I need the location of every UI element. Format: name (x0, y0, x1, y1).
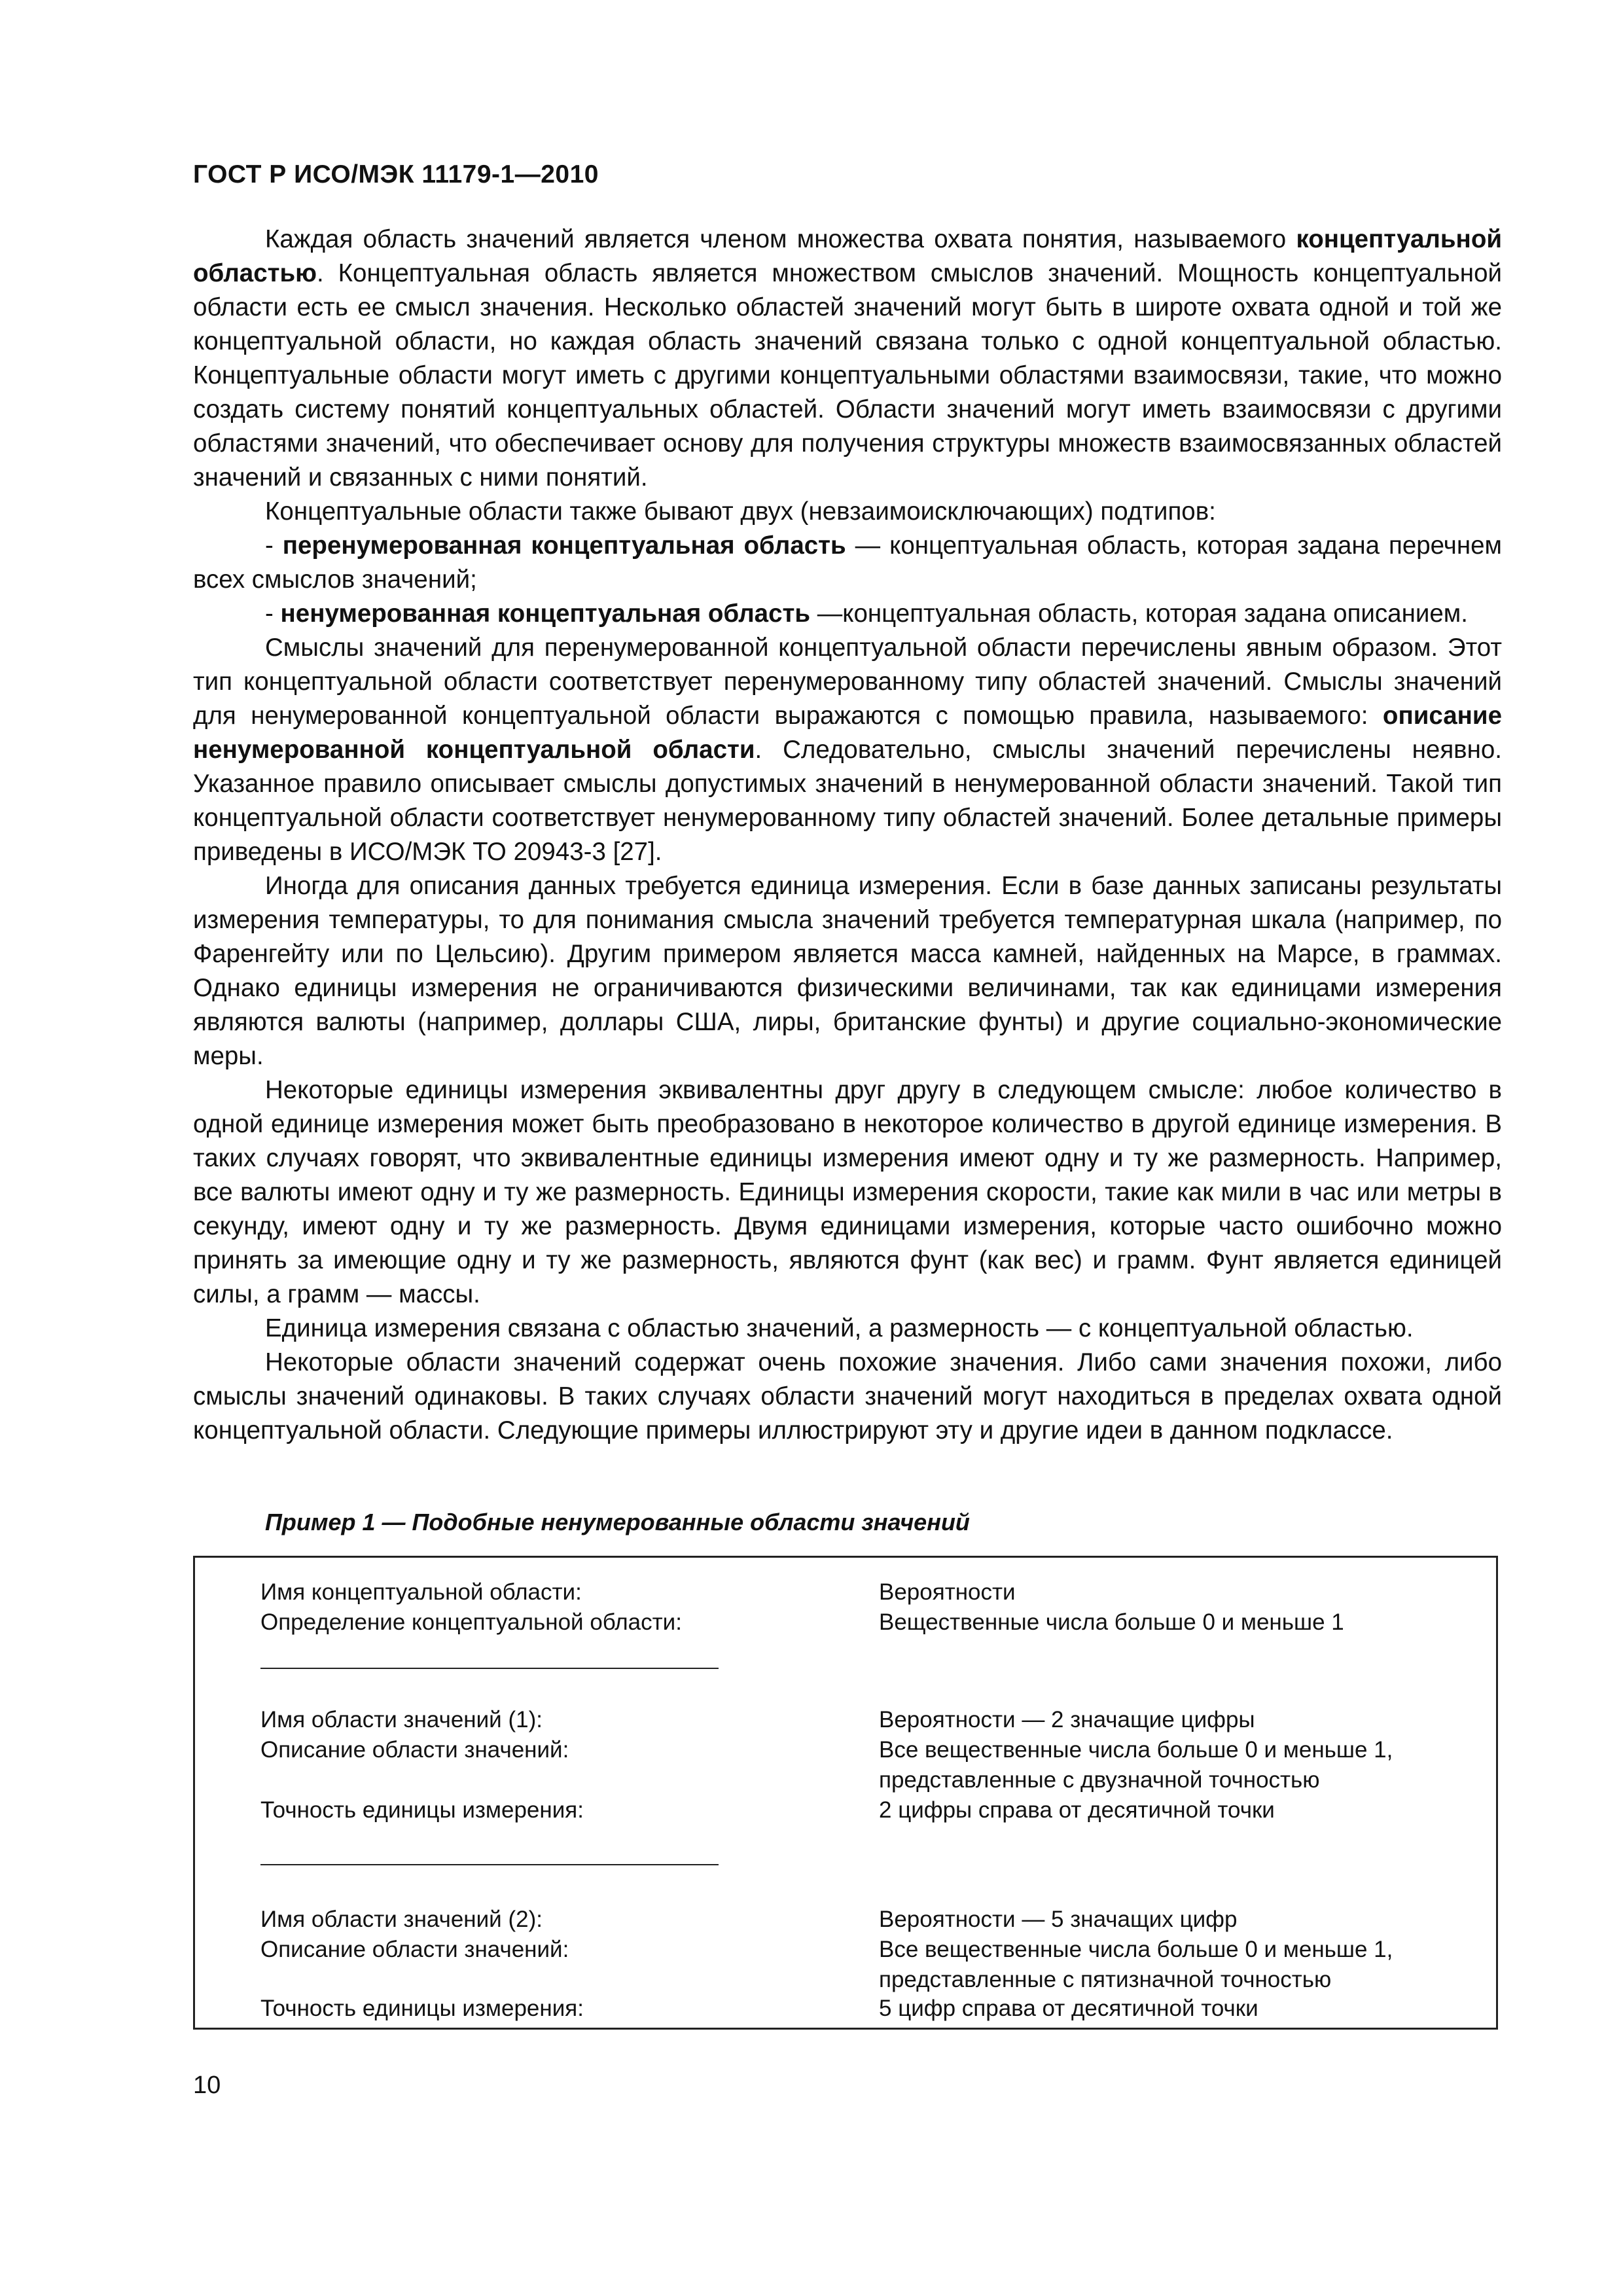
row-value: Вещественные числа больше 0 и меньше 1 (879, 1609, 1344, 1635)
row-value: 2 цифры справа от десятичной точки (879, 1797, 1275, 1823)
row-value: Вероятности — 5 значащих цифр (879, 1907, 1238, 1932)
document-page (193, 0, 1502, 2296)
page-number: 10 (193, 2072, 221, 2099)
body-text (193, 223, 1502, 1448)
list-dash: - (265, 531, 283, 560)
row-label: Имя области значений (1): (260, 1707, 543, 1732)
text-run: . Следовательно, смыслы значений перечислены неявно. Указанное правило описывает смыслы допустимых значений в ненумерованной области значений. Такой тип концептуальной области соответствует ненумерованному типу областей значений. Более детальные примеры приведены в ИСО/МЭК ТО 20943-3 [27]. (193, 736, 1502, 866)
row-label: Описание области значений: (260, 1737, 569, 1763)
paragraph-3 (193, 631, 1502, 869)
list-item-2 (193, 597, 1502, 631)
row-label: Имя концептуальной области: (260, 1579, 582, 1605)
list-item-1 (193, 529, 1502, 597)
text-run: . Концептуальная область является множеством смыслов значений. Мощность концептуальной области есть ее смысл значения. Несколько областей значений могут быть в широте охвата одной и той же концептуальной области, но каждая область значений связана только с одной концептуальной областью. Концептуальные области могут иметь с другими концептуальными областями взаимосвязи, такие, что можно создать систему понятий концептуальных областей. Области значений могут иметь взаимосвязи с другими областями значений, что обеспечивает основу для получения структуры множеств взаимосвязанных областей значений и связанных с ними понятий. (193, 259, 1502, 492)
paragraph-2: Концептуальные области также бывают двух (невзаимоисключающих) подтипов: (265, 497, 1216, 526)
separator-line (260, 1668, 719, 1669)
separator-line (260, 1864, 719, 1865)
document-header: ГОСТ Р ИСО/МЭК 11179-1—2010 (193, 160, 599, 188)
paragraph-4: Иногда для описания данных требуется единица измерения. Если в базе данных записаны результаты измерения температуры, то для понимания смысла значений требуется температурная шкала (например, по Фаренгейту или по Цельсию). Другим примером является масса камней, найденных на Марсе, в граммах. Однако единицы измерения не ограничиваются физическими величинами, так как единицами измерения являются валюты (например, доллары США, лиры, британские фунты) и другие социально-экономические меры. (193, 872, 1502, 1070)
row-value: 5 цифр справа от десятичной точки (879, 1996, 1258, 2021)
bold-term: ненумерованная концептуальная область (280, 600, 811, 628)
bold-term: описание ненумерованной концептуальной области (193, 702, 1502, 764)
example-title: Пример 1 — Подобные ненумерованные области значений (265, 1509, 970, 1535)
example-box (193, 1556, 1498, 2030)
paragraph-7: Некоторые области значений содержат очень похожие значения. Либо сами значения похожи, либо смыслы значений одинаковы. В таких случаях области значений могут находиться в пределах охвата одной концептуальной области. Следующие примеры иллюстрируют эту и другие идеи в данном подклассе. (193, 1348, 1502, 1444)
row-value: Все вещественные числа больше 0 и меньше 1, (879, 1737, 1393, 1763)
text-run: — концептуальная область, которая задана перечнем всех смыслов значений; (193, 531, 1502, 594)
row-value: представленные с двузначной точностью (879, 1767, 1320, 1793)
paragraph-6: Единица измерения связана с областью значений, а размерность — с концептуальной областью. (265, 1314, 1414, 1342)
text-run: Каждая область значений является членом множества охвата понятия, называемого (265, 225, 1296, 253)
row-label: Точность единицы измерения: (260, 1797, 584, 1823)
text-run: Смыслы значений для перенумерованной концептуальной области перечислены явным образом. Этот тип концептуальной области соответствует перенумерованному типу областей значений. Смыслы значений для ненумерованной концептуальной области выражаются с помощью правила, называемого: (193, 634, 1502, 730)
row-label: Имя области значений (2): (260, 1907, 543, 1932)
row-value: Вероятности — 2 значащие цифры (879, 1707, 1255, 1732)
row-value: Вероятности (879, 1579, 1016, 1605)
bold-term: концептуальной областью (193, 225, 1502, 287)
row-label: Описание области значений: (260, 1937, 569, 1962)
row-value: представленные с пятизначной точностью (879, 1967, 1332, 1992)
text-run: —концептуальная область, которая задана описанием. (810, 600, 1468, 628)
bold-term: перенумерованная концептуальная область (282, 531, 846, 560)
paragraph-5: Некоторые единицы измерения эквивалентны друг другу в следующем смысле: любое количество в одной единице измерения может быть преобразовано в некоторое количество в другой единице измерения. В таких случаях говорят, что эквивалентные единицы измерения имеют одну и ту же размерность. Например, все валюты имеют одну и ту же размерность. Единицы измерения скорости, такие как мили в час или метры в секунду, имеют одну и ту же размерность. Двумя единицами измерения, которые часто ошибочно можно принять за имеющие одну и ту же размерность, являются фунт (как вес) и грамм. Фунт является единицей силы, а грамм — массы. (193, 1076, 1502, 1308)
row-label: Определение концептуальной области: (260, 1609, 682, 1635)
list-dash: - (265, 600, 281, 628)
paragraph-1 (193, 223, 1502, 495)
row-label: Точность единицы измерения: (260, 1996, 584, 2021)
row-value: Все вещественные числа больше 0 и меньше 1, (879, 1937, 1393, 1962)
